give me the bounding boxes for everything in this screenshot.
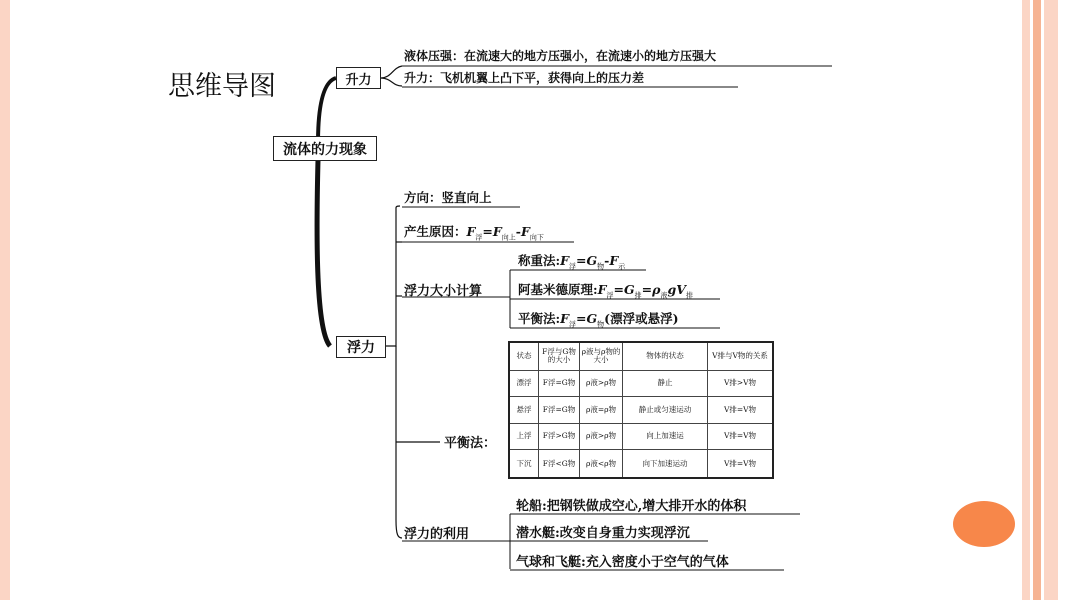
force-symbol-3: F — [520, 224, 530, 239]
table-header: 物体的状态 — [623, 342, 708, 370]
sub-float: 浮 — [569, 262, 576, 271]
force-symbol-2: F — [492, 224, 502, 239]
symbol-F-4: F — [560, 311, 569, 326]
table-cell: V排=V物 — [708, 450, 774, 478]
table-row — [509, 397, 773, 424]
balance-note: (漂浮或悬浮) — [604, 311, 679, 326]
method-weighing: 称重法$:F_浮=G_物-F_示$ — [518, 253, 626, 271]
table-cell: ρ液<ρ物 — [580, 450, 623, 478]
method-archimedes-name: 阿基米德原理: — [518, 282, 598, 297]
table-header: 状态 — [509, 342, 539, 370]
table-row — [509, 370, 773, 397]
symbol-G-3: G — [586, 311, 598, 326]
buoyancy-cause: 产生原因：$F_浮=F_{向上}-F_{向下}$ — [404, 224, 544, 242]
branch-buoyancy: 浮力 — [336, 336, 386, 358]
symbol-V: V — [676, 282, 686, 297]
sub-obj: 物 — [597, 262, 605, 271]
symbol-g: g — [667, 282, 677, 297]
cause-prefix: 产生原因： — [404, 224, 467, 239]
sub-float-2: 浮 — [606, 291, 614, 300]
lift-item-pressure: 液体压强：在流速大的地方压强小，在流速小的地方压强大 — [404, 49, 717, 63]
table-cell: V排=V物 — [708, 423, 774, 450]
table-cell: 下沉 — [509, 450, 539, 478]
symbol-F: F — [560, 253, 569, 268]
sub-obj-2: 物 — [597, 320, 605, 329]
table-header: V排与V物的关系 — [708, 342, 774, 370]
table-cell: 静止或匀速运动 — [623, 397, 708, 424]
table-cell: 静止 — [623, 370, 708, 397]
force-symbol: F — [466, 224, 476, 239]
method-balance: 平衡法$:F_浮=G_物$(漂浮或悬浮) — [518, 311, 679, 329]
table-cell: V排=V物 — [708, 397, 774, 424]
symbol-F-3: F — [597, 282, 607, 297]
use-item-submarine: 潜水艇:改变自身重力实现浮沉 — [516, 526, 690, 541]
method-archimedes: 阿基米德原理$:F_浮=G_排=\rho_液gV_排$ — [518, 282, 693, 300]
sub-up: 向上 — [501, 233, 516, 242]
table-cell: ρ液=ρ物 — [580, 397, 623, 424]
lift-item-wing: 升力：飞机机翼上凸下平，获得向上的压力差 — [404, 71, 645, 85]
sub-buoyant: 浮 — [475, 233, 483, 242]
method-weighing-name: 称重法: — [518, 253, 561, 268]
table-cell: F浮=G物 — [539, 397, 580, 424]
table-cell: F浮>G物 — [539, 423, 580, 450]
state-table — [508, 341, 774, 479]
buoyancy-direction: 方向：竖直向上 — [404, 190, 492, 205]
sub-disp-2: 排 — [685, 291, 693, 300]
sub-disp: 排 — [634, 291, 642, 300]
decorative-circle — [953, 501, 1015, 547]
table-cell: 上浮 — [509, 423, 539, 450]
balance-table-label: 平衡法： — [444, 436, 497, 451]
table-header-row — [509, 342, 773, 370]
symbol-F-2: F — [609, 253, 619, 268]
table-cell: ρ液>ρ物 — [580, 370, 623, 397]
sub-liquid: 液 — [660, 291, 668, 300]
table-header: F浮与G物的大小 — [539, 342, 580, 370]
table-cell: V排>V物 — [708, 370, 774, 397]
table-cell: 悬浮 — [509, 397, 539, 424]
sub-down: 向下 — [529, 233, 544, 242]
sub-float-3: 浮 — [569, 320, 576, 329]
method-balance-name: 平衡法: — [518, 311, 561, 326]
sub-show: 示 — [618, 262, 626, 271]
symbol-G-2: G — [623, 282, 635, 297]
table-row — [509, 423, 773, 450]
table-cell: 漂浮 — [509, 370, 539, 397]
use-item-balloon: 气球和飞艇:充入密度小于空气的气体 — [516, 555, 729, 570]
table-cell: ρ液>ρ物 — [580, 423, 623, 450]
table-header: ρ液与ρ物的大小 — [580, 342, 623, 370]
table-cell: F浮<G物 — [539, 450, 580, 478]
table-cell: F浮=G物 — [539, 370, 580, 397]
page-title: 思维导图 — [168, 71, 276, 102]
branch-lift: 升力 — [336, 67, 381, 89]
use-item-ship: 轮船:把钢铁做成空心,增大排开水的体积 — [516, 499, 747, 514]
calc-label: 浮力大小计算 — [404, 284, 483, 299]
use-label: 浮力的利用 — [404, 527, 470, 542]
root-node: 流体的力现象 — [273, 136, 377, 161]
symbol-G: G — [586, 253, 598, 268]
table-row — [509, 450, 773, 478]
table-cell: 向上加速运 — [623, 423, 708, 450]
table-cell: 向下加速运动 — [623, 450, 708, 478]
